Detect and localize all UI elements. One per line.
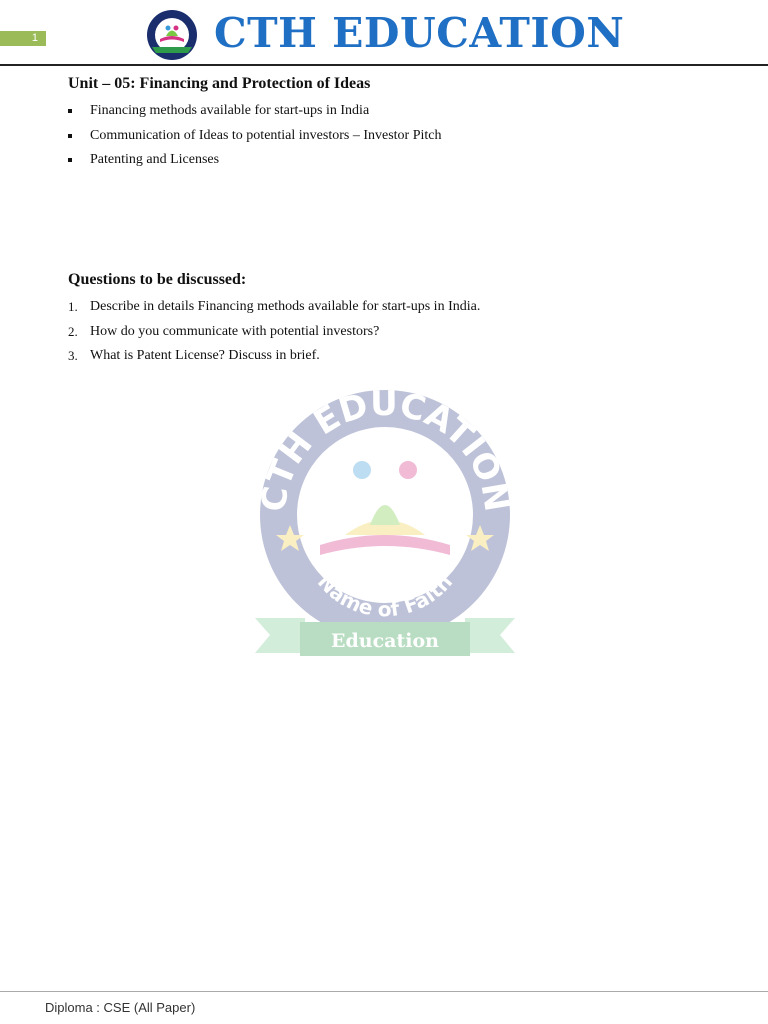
watermark-ribbon: Education (331, 630, 439, 652)
topic-text: Financing methods available for start-ups in India (90, 103, 370, 118)
bullet-icon (68, 134, 72, 138)
question-number: 2. (68, 323, 78, 339)
header-title: CTH EDUCATION (214, 9, 625, 57)
header-divider (0, 64, 768, 66)
page-number: 1 (31, 32, 38, 44)
question-text: How do you communicate with potential investors? (90, 323, 380, 339)
footer-text: Diploma : CSE (All Paper) (45, 1000, 196, 1015)
list-item (68, 102, 442, 127)
unit-topics-list (68, 102, 442, 176)
list-item (68, 298, 480, 323)
watermark-logo-icon (250, 385, 520, 665)
bullet-icon (68, 109, 72, 113)
question-text: What is Patent License? Discuss in brief. (90, 348, 320, 363)
watermark-motto: Name of Faith (312, 569, 458, 622)
list-item (68, 323, 480, 348)
questions-list (68, 298, 480, 372)
questions-heading: Questions to be discussed: (68, 271, 247, 288)
question-text: Describe in details Financing methods available for start-ups in India. (90, 299, 481, 314)
page-number-tab (0, 31, 46, 46)
question-number: 1. (68, 299, 78, 314)
unit-heading: Unit – 05: Financing and Protection of Ideas (68, 75, 371, 92)
question-number: 3. (68, 348, 78, 363)
list-item (68, 347, 480, 372)
list-item (68, 127, 442, 152)
watermark-arc-text: CTH EDUCATION (253, 385, 517, 515)
bullet-icon (68, 158, 72, 162)
cth-logo-icon (146, 9, 198, 61)
topic-text: Communication of Ideas to potential investors – Investor Pitch (90, 127, 442, 143)
footer-divider (0, 991, 768, 992)
topic-text: Patenting and Licenses (90, 152, 220, 167)
list-item (68, 151, 442, 176)
